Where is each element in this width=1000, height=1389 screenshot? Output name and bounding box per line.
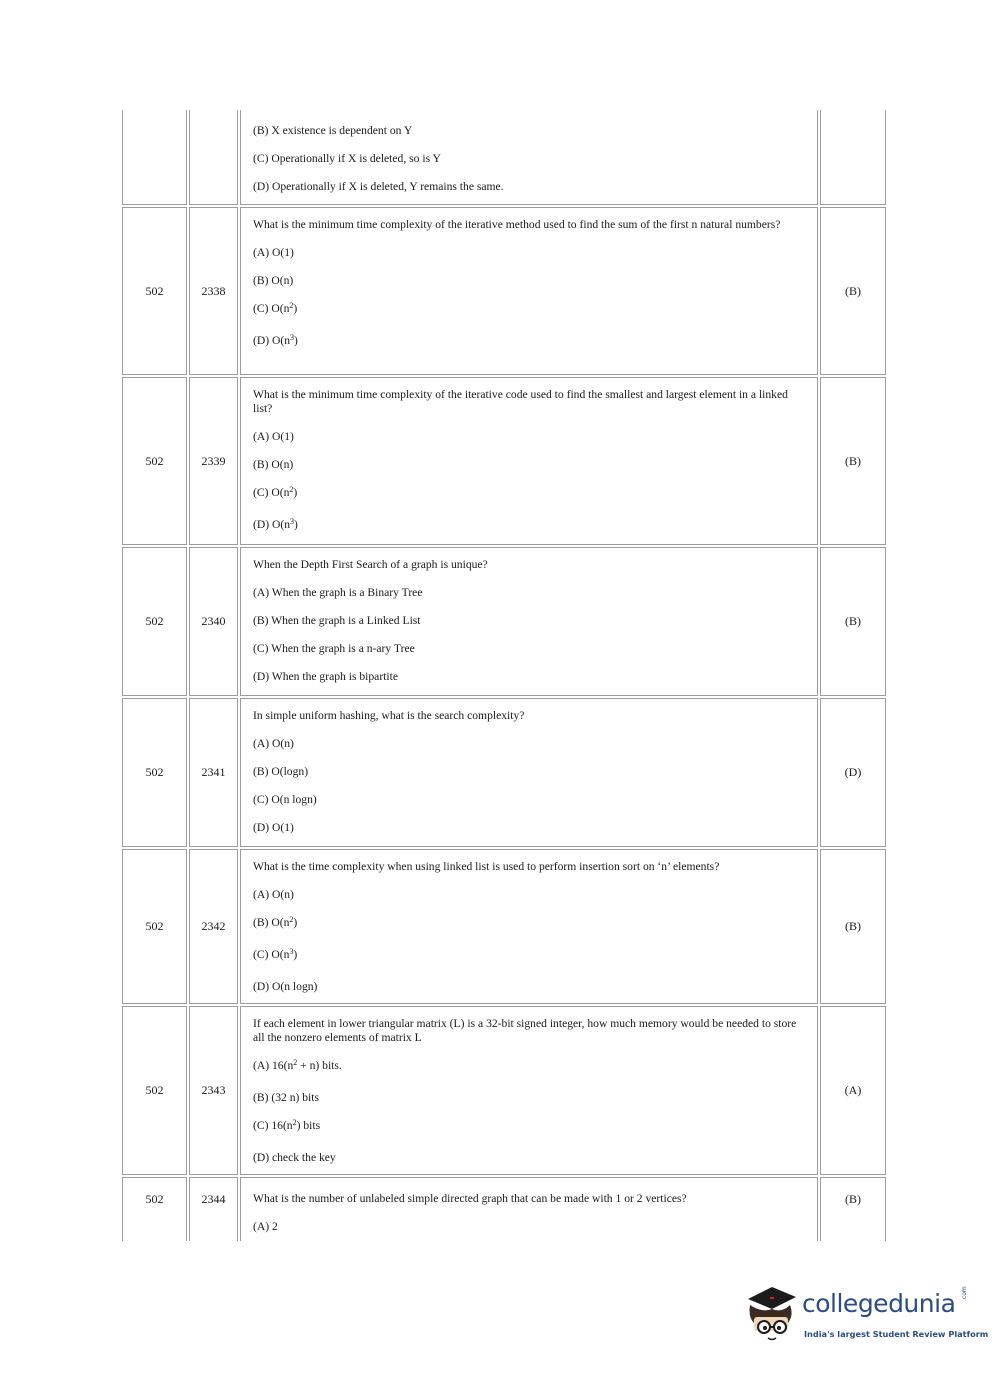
option-a: (A) O(1)	[253, 246, 294, 259]
option-d: (D) O(n logn)	[253, 980, 318, 993]
question-number-cell: 2340	[189, 547, 238, 696]
option-d: (D) Operationally if X is deleted, Y remains the same.	[253, 180, 504, 193]
option-b: (B) O(n)	[253, 458, 294, 471]
option-c: (C) When the graph is a n-ary Tree	[253, 642, 415, 655]
question-table	[122, 110, 886, 1241]
mascot-icon	[742, 1283, 802, 1345]
option-d: (D) When the graph is bipartite	[253, 670, 398, 683]
question-text: If each element in lower triangular matrix (L) is a 32-bit signed integer, how much memory would be needed to store all the nonzero elements of matrix L	[253, 1017, 797, 1044]
question-text: What is the minimum time complexity of the iterative method used to find the sum of the first n natural numbers?	[253, 218, 781, 231]
question-cell	[240, 849, 818, 1004]
answer-cell: (B)	[820, 849, 886, 1004]
option-b: (B) (32 n) bits	[253, 1091, 320, 1104]
question-cell	[240, 1006, 818, 1175]
subject-code-cell	[122, 110, 187, 205]
option-b: (B) $O(n^2)$	[253, 915, 298, 929]
question-text: What is the number of unlabeled simple directed graph that can be made with 1 or 2 vertices?	[253, 1192, 687, 1205]
answer-cell: (B)	[820, 547, 886, 696]
question-text: What is the minimum time complexity of the iterative code used to find the smallest and largest element in a linked list?	[253, 388, 788, 415]
question-text: In simple uniform hashing, what is the search complexity?	[253, 709, 525, 722]
question-number-cell: 2342	[189, 849, 238, 1004]
question-number-cell	[189, 110, 238, 205]
question-cell	[240, 547, 818, 696]
question-text: When the Depth First Search of a graph is unique?	[253, 558, 488, 571]
subject-code-cell: 502	[122, 377, 187, 545]
table-row	[122, 110, 886, 205]
table-row	[122, 1006, 886, 1175]
table-row	[122, 377, 886, 545]
table-row	[122, 849, 886, 1004]
option-b: (B) When the graph is a Linked List	[253, 614, 421, 627]
option-b: (B) O(logn)	[253, 765, 309, 778]
answer-cell: (B)	[820, 377, 886, 545]
logo-tagline: India's largest Student Review Platform	[804, 1329, 989, 1339]
subject-code-cell: 502	[122, 849, 187, 1004]
question-cell	[240, 207, 818, 375]
option-d: (D) check the key	[253, 1151, 336, 1164]
option-b: (B) X existence is dependent on Y	[253, 124, 413, 137]
question-number-cell: 2339	[189, 377, 238, 545]
option-c: (C) $O(n^2)$	[253, 301, 298, 315]
table-row	[122, 1177, 886, 1241]
option-d: (D) O(1)	[253, 821, 294, 834]
option-a: (A) 2	[253, 1220, 278, 1233]
answer-cell: (B)	[820, 207, 886, 375]
question-number-cell: 2341	[189, 698, 238, 847]
question-number-cell: 2343	[189, 1006, 238, 1175]
question-text: What is the time complexity when using linked list is used to perform insertion sort on ‘n’ elements?	[253, 860, 720, 873]
option-a: (A) O(n)	[253, 737, 294, 750]
question-number-cell: 2338	[189, 207, 238, 375]
option-c: (C) $O(n^3)$	[253, 947, 298, 961]
option-a: (A) O(1)	[253, 430, 294, 443]
option-c: (C) O(n logn)	[253, 793, 317, 806]
answer-cell	[820, 110, 886, 205]
subject-code-cell: 502	[122, 547, 187, 696]
question-cell	[240, 1177, 818, 1241]
logo-wordmark: collegedunia	[802, 1289, 956, 1318]
subject-code-cell: 502	[122, 207, 187, 375]
table-row	[122, 207, 886, 375]
option-c: (C) $O(n^2)$	[253, 485, 298, 499]
option-c: (C) $16(n^2)$ bits	[253, 1118, 321, 1132]
option-a: (A) O(n)	[253, 888, 294, 901]
option-d: (D) $O(n^3)$	[253, 517, 298, 531]
option-c: (C) Operationally if X is deleted, so is Y	[253, 152, 441, 165]
collegedunia-logo[interactable]	[742, 1283, 989, 1345]
question-cell	[240, 698, 818, 847]
option-d: (D) $O(n^3)$	[253, 333, 298, 347]
question-cell	[240, 110, 818, 205]
subject-code-cell: 502	[122, 1177, 187, 1241]
table-row	[122, 547, 886, 696]
question-number-cell: 2344	[189, 1177, 238, 1241]
option-b: (B) O(n)	[253, 274, 294, 287]
option-a: (A) $16(n^2 + n)$ bits.	[253, 1058, 342, 1072]
answer-cell: (B)	[820, 1177, 886, 1241]
question-cell	[240, 377, 818, 545]
answer-cell: (A)	[820, 1006, 886, 1175]
option-a: (A) When the graph is a Binary Tree	[253, 586, 423, 599]
table-row	[122, 698, 886, 847]
logo-suffix: .com	[961, 1286, 968, 1301]
subject-code-cell: 502	[122, 698, 187, 847]
answer-cell: (D)	[820, 698, 886, 847]
subject-code-cell: 502	[122, 1006, 187, 1175]
